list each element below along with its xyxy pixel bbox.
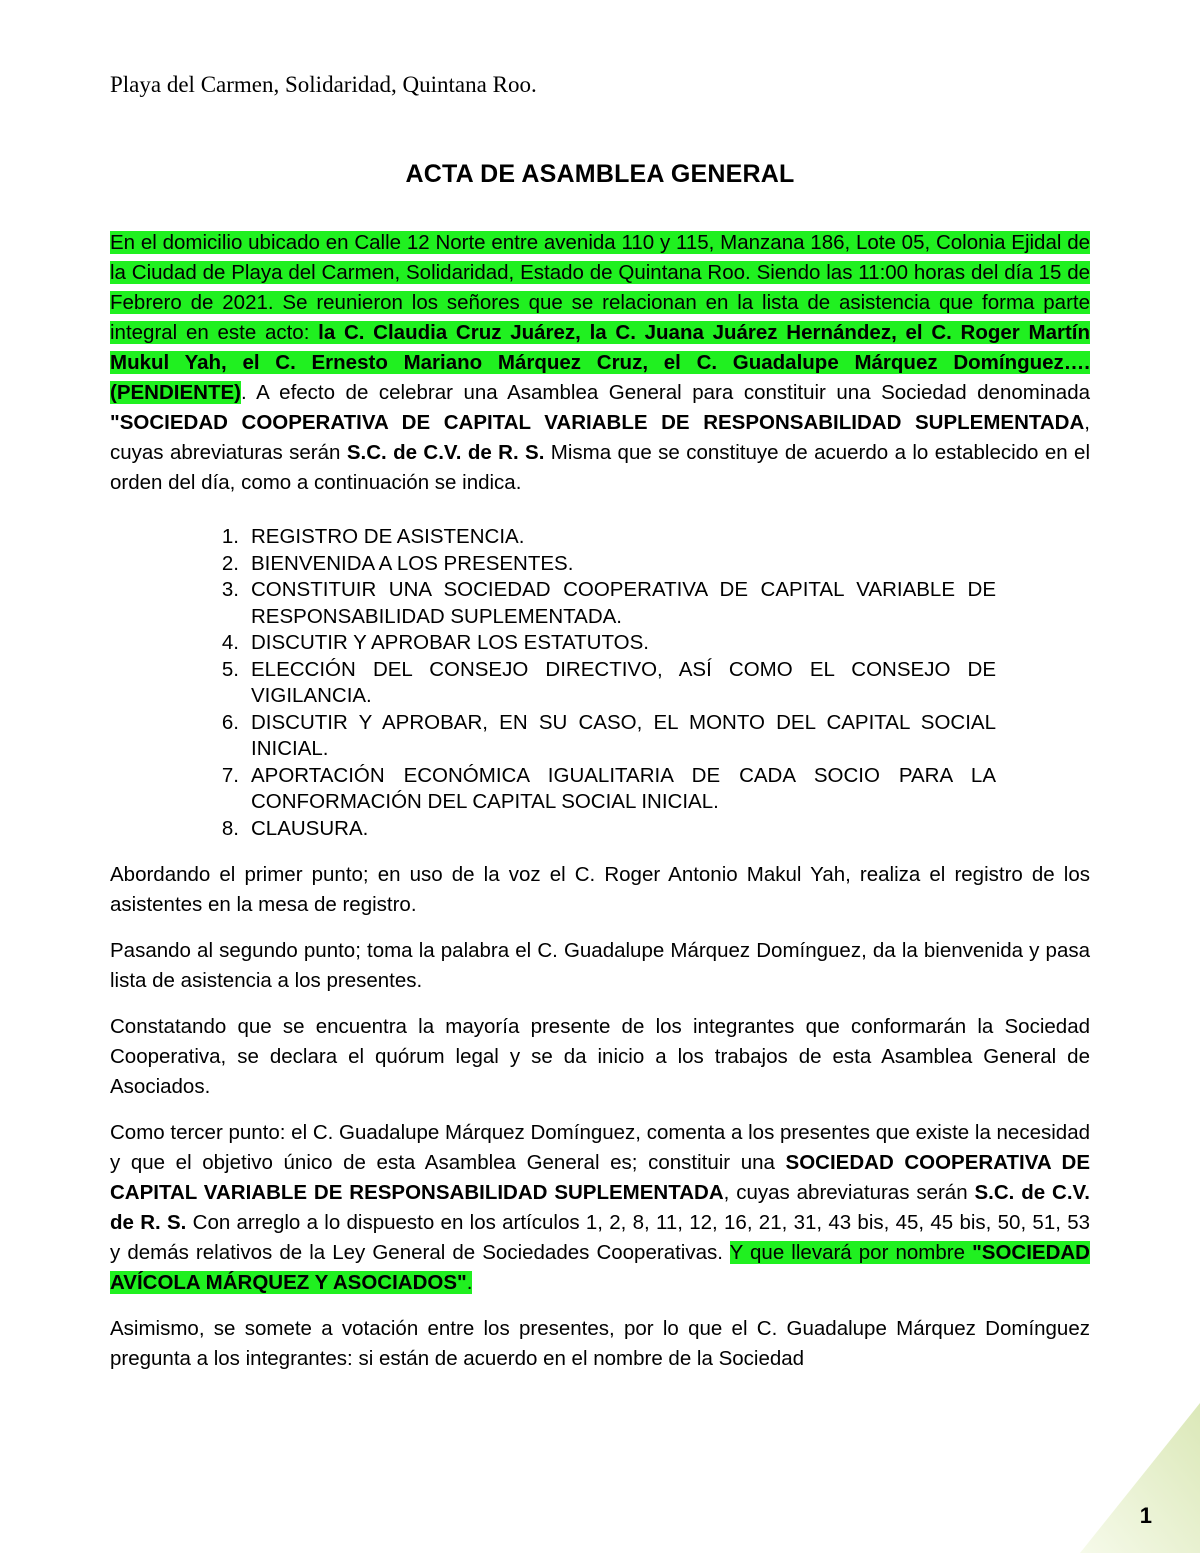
agenda-text: APORTACIÓN ECONÓMICA IGUALITARIA DE CADA SOCIO PARA LA CONFORMACIÓN DEL CAPITAL SOCIAL INICIAL. xyxy=(251,763,996,813)
attendees-list: la C. Claudia Cruz Juárez, la C. Juana Juárez Hernández, el C. Roger Martín Mukul Yah, el C. Ernesto Mariano Márquez Cruz, el C. Guadalupe Márquez Domínguez…. (PENDIENTE) xyxy=(110,321,1090,404)
agenda-item xyxy=(110,816,996,843)
agenda-item xyxy=(110,657,996,710)
agenda-number: 1 . xyxy=(110,524,241,551)
agenda-list xyxy=(110,524,996,842)
page-corner-decoration xyxy=(1080,1403,1200,1553)
agenda-text: REGISTRO DE ASISTENCIA. xyxy=(251,525,525,548)
agenda-number: 3 . xyxy=(110,577,241,630)
agenda-item xyxy=(110,630,996,657)
first-point-paragraph: Abordando el primer punto; en uso de la voz el C. Roger Antonio Makul Yah, realiza el registro de los asistentes en la mesa de registro. xyxy=(110,863,1090,916)
second-point-paragraph: Pasando al segundo punto; toma la palabra el C. Guadalupe Márquez Domínguez, da la bienvenida y pasa lista de asistencia a los presentes. xyxy=(110,939,1090,992)
third-point-text: Como tercer punto: el C. Guadalupe Márquez Domínguez, comenta a los presentes que existe la necesidad y que el objetivo único de esta Asamblea General es; constituir una xyxy=(110,1121,1090,1174)
intro-text: . A efecto de celebrar una Asamblea General para constituir una Sociedad denominada xyxy=(240,381,1090,404)
agenda-text: DISCUTIR Y APROBAR LOS ESTATUTOS. xyxy=(251,631,649,654)
third-point-paragraph xyxy=(110,1118,1090,1298)
agenda-text: CONSTITUIR UNA SOCIEDAD COOPERATIVA DE CAPITAL VARIABLE DE RESPONSABILIDAD SUPLEMENTADA. xyxy=(251,578,996,628)
vote-paragraph: Asimismo, se somete a votación entre los presentes, por lo que el C. Guadalupe Márquez Domínguez pregunta a los integrantes: si están de acuerdo en el nombre de la Sociedad xyxy=(110,1317,1090,1370)
intro-paragraph xyxy=(110,228,1090,498)
agenda-text: CLAUSURA. xyxy=(251,816,369,840)
agenda-number: 7 . xyxy=(110,763,241,816)
agenda-item xyxy=(110,710,996,763)
agenda-item xyxy=(110,524,996,551)
quorum-paragraph: Constatando que se encuentra la mayoría presente de los integrantes que conformarán la Sociedad Cooperativa, se declara el quórum legal y se da inicio a los trabajos de esta Asamblea General de Asociados. xyxy=(110,1015,1090,1098)
intro-highlight-text: En el domicilio ubicado en Calle 12 Norte entre avenida 110 y 115, Manzana 186, Lote 05, Colonia Ejidal de la Ciudad de Playa del Carmen, Solidaridad, Estado de Quintana Roo. Siendo las 11:00 horas del día 15 de Febrero de 2021. Se reunieron los señores que se relacionan en la lista de asistencia que forma parte integral en este acto: xyxy=(110,231,1090,344)
company-name: "SOCIEDAD AVÍCOLA MÁRQUEZ Y ASOCIADOS" xyxy=(110,1241,1090,1294)
company-type-name: SOCIEDAD COOPERATIVA DE CAPITAL VARIABLE DE RESPONSABILIDAD SUPLEMENTADA xyxy=(110,1151,1091,1204)
agenda-number: 4 . xyxy=(110,630,241,657)
location-header: Playa del Carmen, Solidaridad, Quintana Roo. xyxy=(110,72,537,97)
document-title: ACTA DE ASAMBLEA GENERAL xyxy=(405,160,795,188)
third-point-text: Con arreglo a lo dispuesto en los artículos 1, 2, 8, 11, 12, 16, 21, 31, 43 bis, 45, 45 bis, 50, 51, 53 y demás relativos de la Ley General de Sociedades Cooperativas. xyxy=(110,1211,1091,1264)
agenda-item xyxy=(110,551,996,578)
agenda-number: 2 . xyxy=(110,551,241,578)
page-number: 1 xyxy=(1139,1503,1152,1528)
company-type-name: "SOCIEDAD COOPERATIVA DE CAPITAL VARIABLE DE RESPONSABILIDAD SUPLEMENTADA xyxy=(110,411,1085,434)
agenda-number: 5 . xyxy=(110,657,241,710)
agenda-text: DISCUTIR Y APROBAR, EN SU CASO, EL MONTO DEL CAPITAL SOCIAL INICIAL. xyxy=(251,710,996,760)
agenda-number: 6 . xyxy=(110,710,241,763)
agenda-number: 8 . xyxy=(110,816,241,843)
company-abbreviation: S.C. de C.V. de R. S. xyxy=(346,441,545,464)
document-body xyxy=(110,228,1090,1390)
company-abbreviation: S.C. de C.V. de R. S. xyxy=(110,1181,1091,1234)
agenda-item xyxy=(110,763,996,816)
name-highlight-text: Y que llevará por nombre xyxy=(729,1241,973,1264)
agenda-text: BIENVENIDA A LOS PRESENTES. xyxy=(251,551,574,575)
agenda-item xyxy=(110,577,996,630)
name-highlight-period: . xyxy=(466,1271,473,1294)
intro-text: Misma que se constituye de acuerdo a lo establecido en el orden del día, como a continuación se indica. xyxy=(110,441,1090,494)
intro-text: , cuyas abreviaturas serán xyxy=(110,411,1090,464)
third-point-text: , cuyas abreviaturas serán xyxy=(723,1181,975,1204)
agenda-text: ELECCIÓN DEL CONSEJO DIRECTIVO, ASÍ COMO EL CONSEJO DE VIGILANCIA. xyxy=(251,657,996,707)
